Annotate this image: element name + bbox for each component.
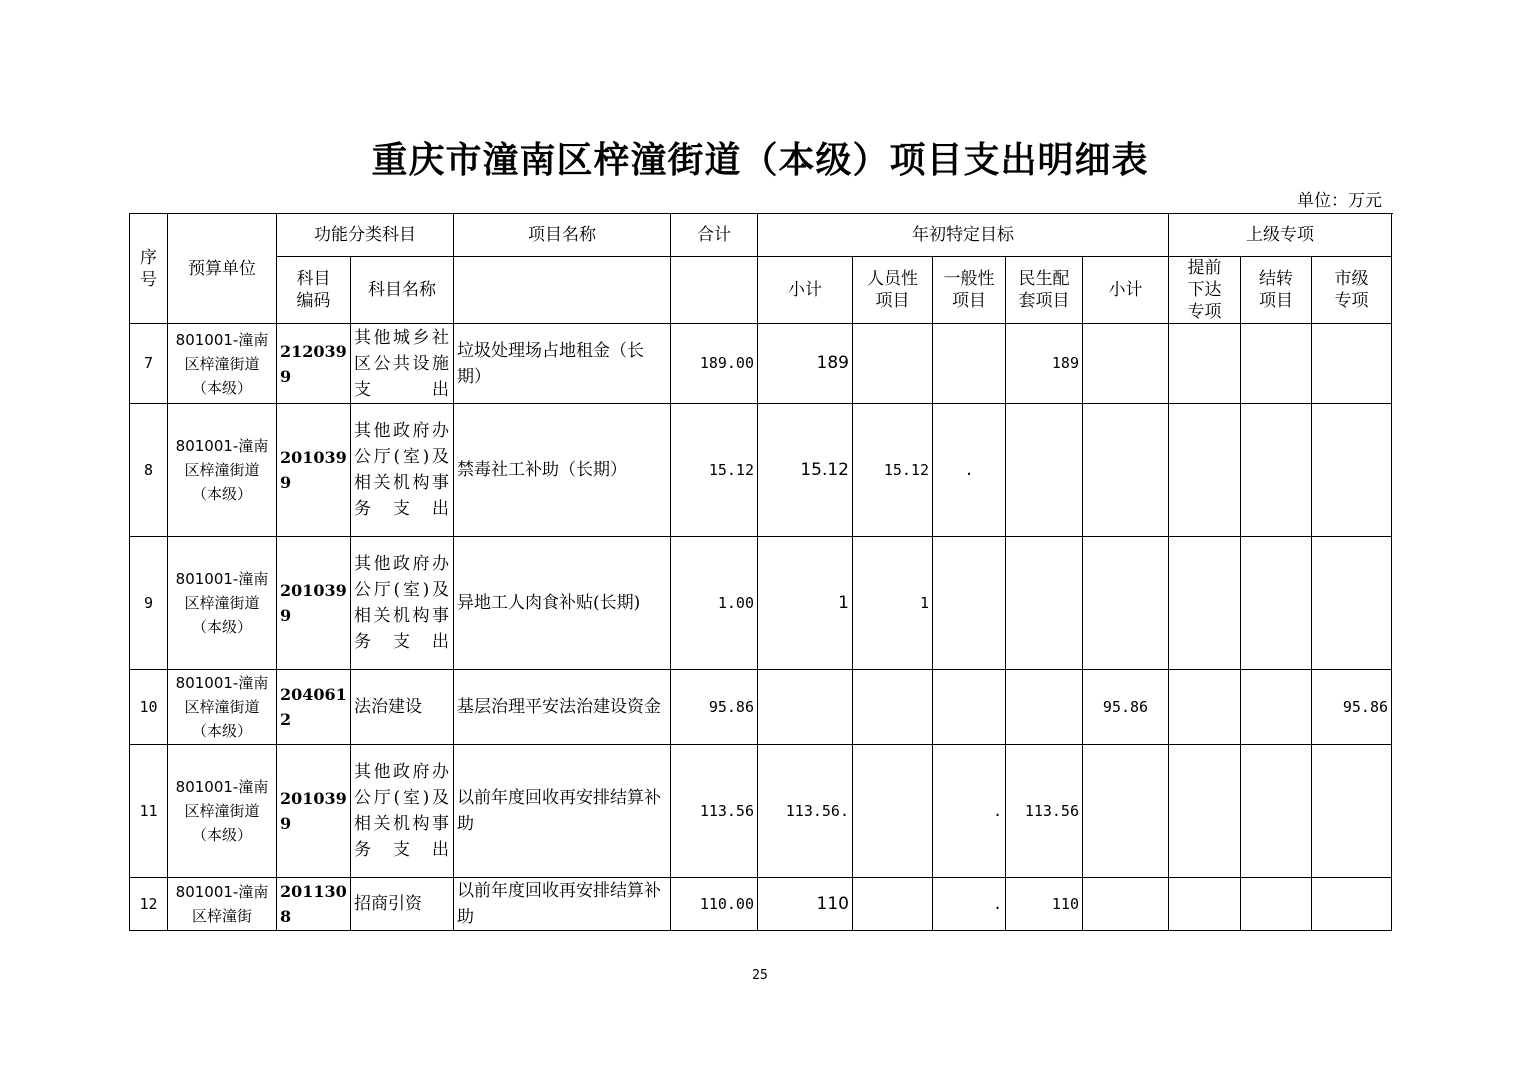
cell-seq: 10 (130, 670, 168, 745)
table-row (130, 878, 1392, 931)
header-livelihood: 民生配套项目 (1006, 257, 1083, 324)
header-project-name-sub (454, 257, 671, 324)
header-subtotal: 小计 (758, 257, 853, 324)
cell-advance (1169, 670, 1241, 745)
cell-project: 基层治理平安法治建设资金 (454, 670, 671, 745)
cell-sup-subtotal (1083, 324, 1169, 404)
unit-label: 单位：万元 (1297, 191, 1382, 211)
cell-advance (1169, 537, 1241, 670)
cell-advance (1169, 745, 1241, 878)
cell-personnel (853, 878, 933, 931)
cell-code: 2010399 (277, 745, 351, 878)
table-row (130, 404, 1392, 537)
cell-subject: 招商引资 (351, 878, 454, 931)
header-project-name: 项目名称 (454, 214, 671, 257)
cell-general: . (933, 878, 1006, 931)
cell-subtotal (758, 670, 853, 745)
cell-livelihood: 113.56 (1006, 745, 1083, 878)
cell-total: 15.12 (671, 404, 758, 537)
cell-sup-subtotal (1083, 745, 1169, 878)
cell-carryover (1241, 745, 1312, 878)
cell-personnel (853, 324, 933, 404)
cell-livelihood (1006, 537, 1083, 670)
cell-personnel (853, 745, 933, 878)
cell-carryover (1241, 404, 1312, 537)
cell-total: 1.00 (671, 537, 758, 670)
cell-carryover (1241, 878, 1312, 931)
header-func-class: 功能分类科目 (277, 214, 454, 257)
page-title: 重庆市潼南区梓潼街道（本级）项目支出明细表 (371, 139, 1149, 181)
cell-subtotal: 113.56. (758, 745, 853, 878)
header-total: 合计 (671, 214, 758, 257)
header-annual-target: 年初特定目标 (758, 214, 1169, 257)
header-personnel: 人员性项目 (853, 257, 933, 324)
cell-livelihood (1006, 670, 1083, 745)
header-carryover: 结转项目 (1241, 257, 1312, 324)
cell-total: 95.86 (671, 670, 758, 745)
header-subject-code: 科目编码 (277, 257, 351, 324)
cell-total: 113.56 (671, 745, 758, 878)
cell-subtotal: 189 (758, 324, 853, 404)
cell-sup-subtotal: 95.86 (1083, 670, 1169, 745)
cell-code: 2010399 (277, 537, 351, 670)
cell-personnel: 15.12 (853, 404, 933, 537)
cell-seq: 12 (130, 878, 168, 931)
cell-carryover (1241, 670, 1312, 745)
cell-unit: 801001-潼南区梓潼街道（本级） (168, 404, 277, 537)
cell-subject: 其他政府办公厅(室)及相关机构事务支出 (351, 745, 454, 878)
cell-project: 异地工人肉食补贴(长期) (454, 537, 671, 670)
cell-unit: 801001-潼南区梓潼街道（本级） (168, 537, 277, 670)
cell-code: 2040612 (277, 670, 351, 745)
header-advance: 提前下达专项 (1169, 257, 1241, 324)
header-superior: 上级专项 (1169, 214, 1392, 257)
cell-project: 禁毒社工补助（长期） (454, 404, 671, 537)
table-row (130, 745, 1392, 878)
cell-subject: 其他城乡社区公共设施支出 (351, 324, 454, 404)
cell-project: 垃圾处理场占地租金（长期） (454, 324, 671, 404)
cell-unit: 801001-潼南区梓潼街 (168, 878, 277, 931)
cell-code: 2120399 (277, 324, 351, 404)
cell-carryover (1241, 537, 1312, 670)
header-subject-name: 科目名称 (351, 257, 454, 324)
cell-personnel (853, 670, 933, 745)
cell-sup-subtotal (1083, 878, 1169, 931)
table-row (130, 537, 1392, 670)
cell-subject: 法治建设 (351, 670, 454, 745)
cell-total: 189.00 (671, 324, 758, 404)
cell-livelihood: 189 (1006, 324, 1083, 404)
cell-city (1312, 404, 1392, 537)
table-row (130, 670, 1392, 745)
cell-subtotal: 1 (758, 537, 853, 670)
cell-subject: 其他政府办公厅(室)及相关机构事务支出 (351, 404, 454, 537)
header-city: 市级专项 (1312, 257, 1392, 324)
cell-city (1312, 878, 1392, 931)
cell-unit: 801001-潼南区梓潼街道（本级） (168, 324, 277, 404)
cell-city (1312, 745, 1392, 878)
cell-city (1312, 537, 1392, 670)
cell-code: 2011308 (277, 878, 351, 931)
cell-sup-subtotal (1083, 537, 1169, 670)
cell-subject: 其他政府办公厅(室)及相关机构事务支出 (351, 537, 454, 670)
cell-city: 95.86 (1312, 670, 1392, 745)
cell-sup-subtotal (1083, 404, 1169, 537)
header-total-sub (671, 257, 758, 324)
table-row (130, 324, 1392, 404)
cell-code: 2010399 (277, 404, 351, 537)
cell-general (933, 670, 1006, 745)
cell-advance (1169, 878, 1241, 931)
cell-seq: 9 (130, 537, 168, 670)
page-number: 25 (752, 968, 768, 983)
cell-general: . (933, 745, 1006, 878)
cell-carryover (1241, 324, 1312, 404)
cell-seq: 11 (130, 745, 168, 878)
cell-subtotal: 15.12 (758, 404, 853, 537)
cell-seq: 7 (130, 324, 168, 404)
header-budget-unit: 预算单位 (168, 214, 277, 324)
cell-personnel: 1 (853, 537, 933, 670)
cell-general: . (933, 404, 1006, 537)
cell-livelihood (1006, 404, 1083, 537)
cell-city (1312, 324, 1392, 404)
cell-project: 以前年度回收再安排结算补助 (454, 878, 671, 931)
expenditure-table (129, 213, 1392, 931)
header-seq: 序号 (130, 214, 168, 324)
cell-subtotal: 110 (758, 878, 853, 931)
cell-general (933, 324, 1006, 404)
cell-unit: 801001-潼南区梓潼街道（本级） (168, 745, 277, 878)
cell-unit: 801001-潼南区梓潼街道（本级） (168, 670, 277, 745)
cell-advance (1169, 324, 1241, 404)
cell-livelihood: 110 (1006, 878, 1083, 931)
cell-general (933, 537, 1006, 670)
cell-project: 以前年度回收再安排结算补助 (454, 745, 671, 878)
cell-total: 110.00 (671, 878, 758, 931)
cell-seq: 8 (130, 404, 168, 537)
cell-advance (1169, 404, 1241, 537)
header-general: 一般性项目 (933, 257, 1006, 324)
header-sup-subtotal: 小计 (1083, 257, 1169, 324)
